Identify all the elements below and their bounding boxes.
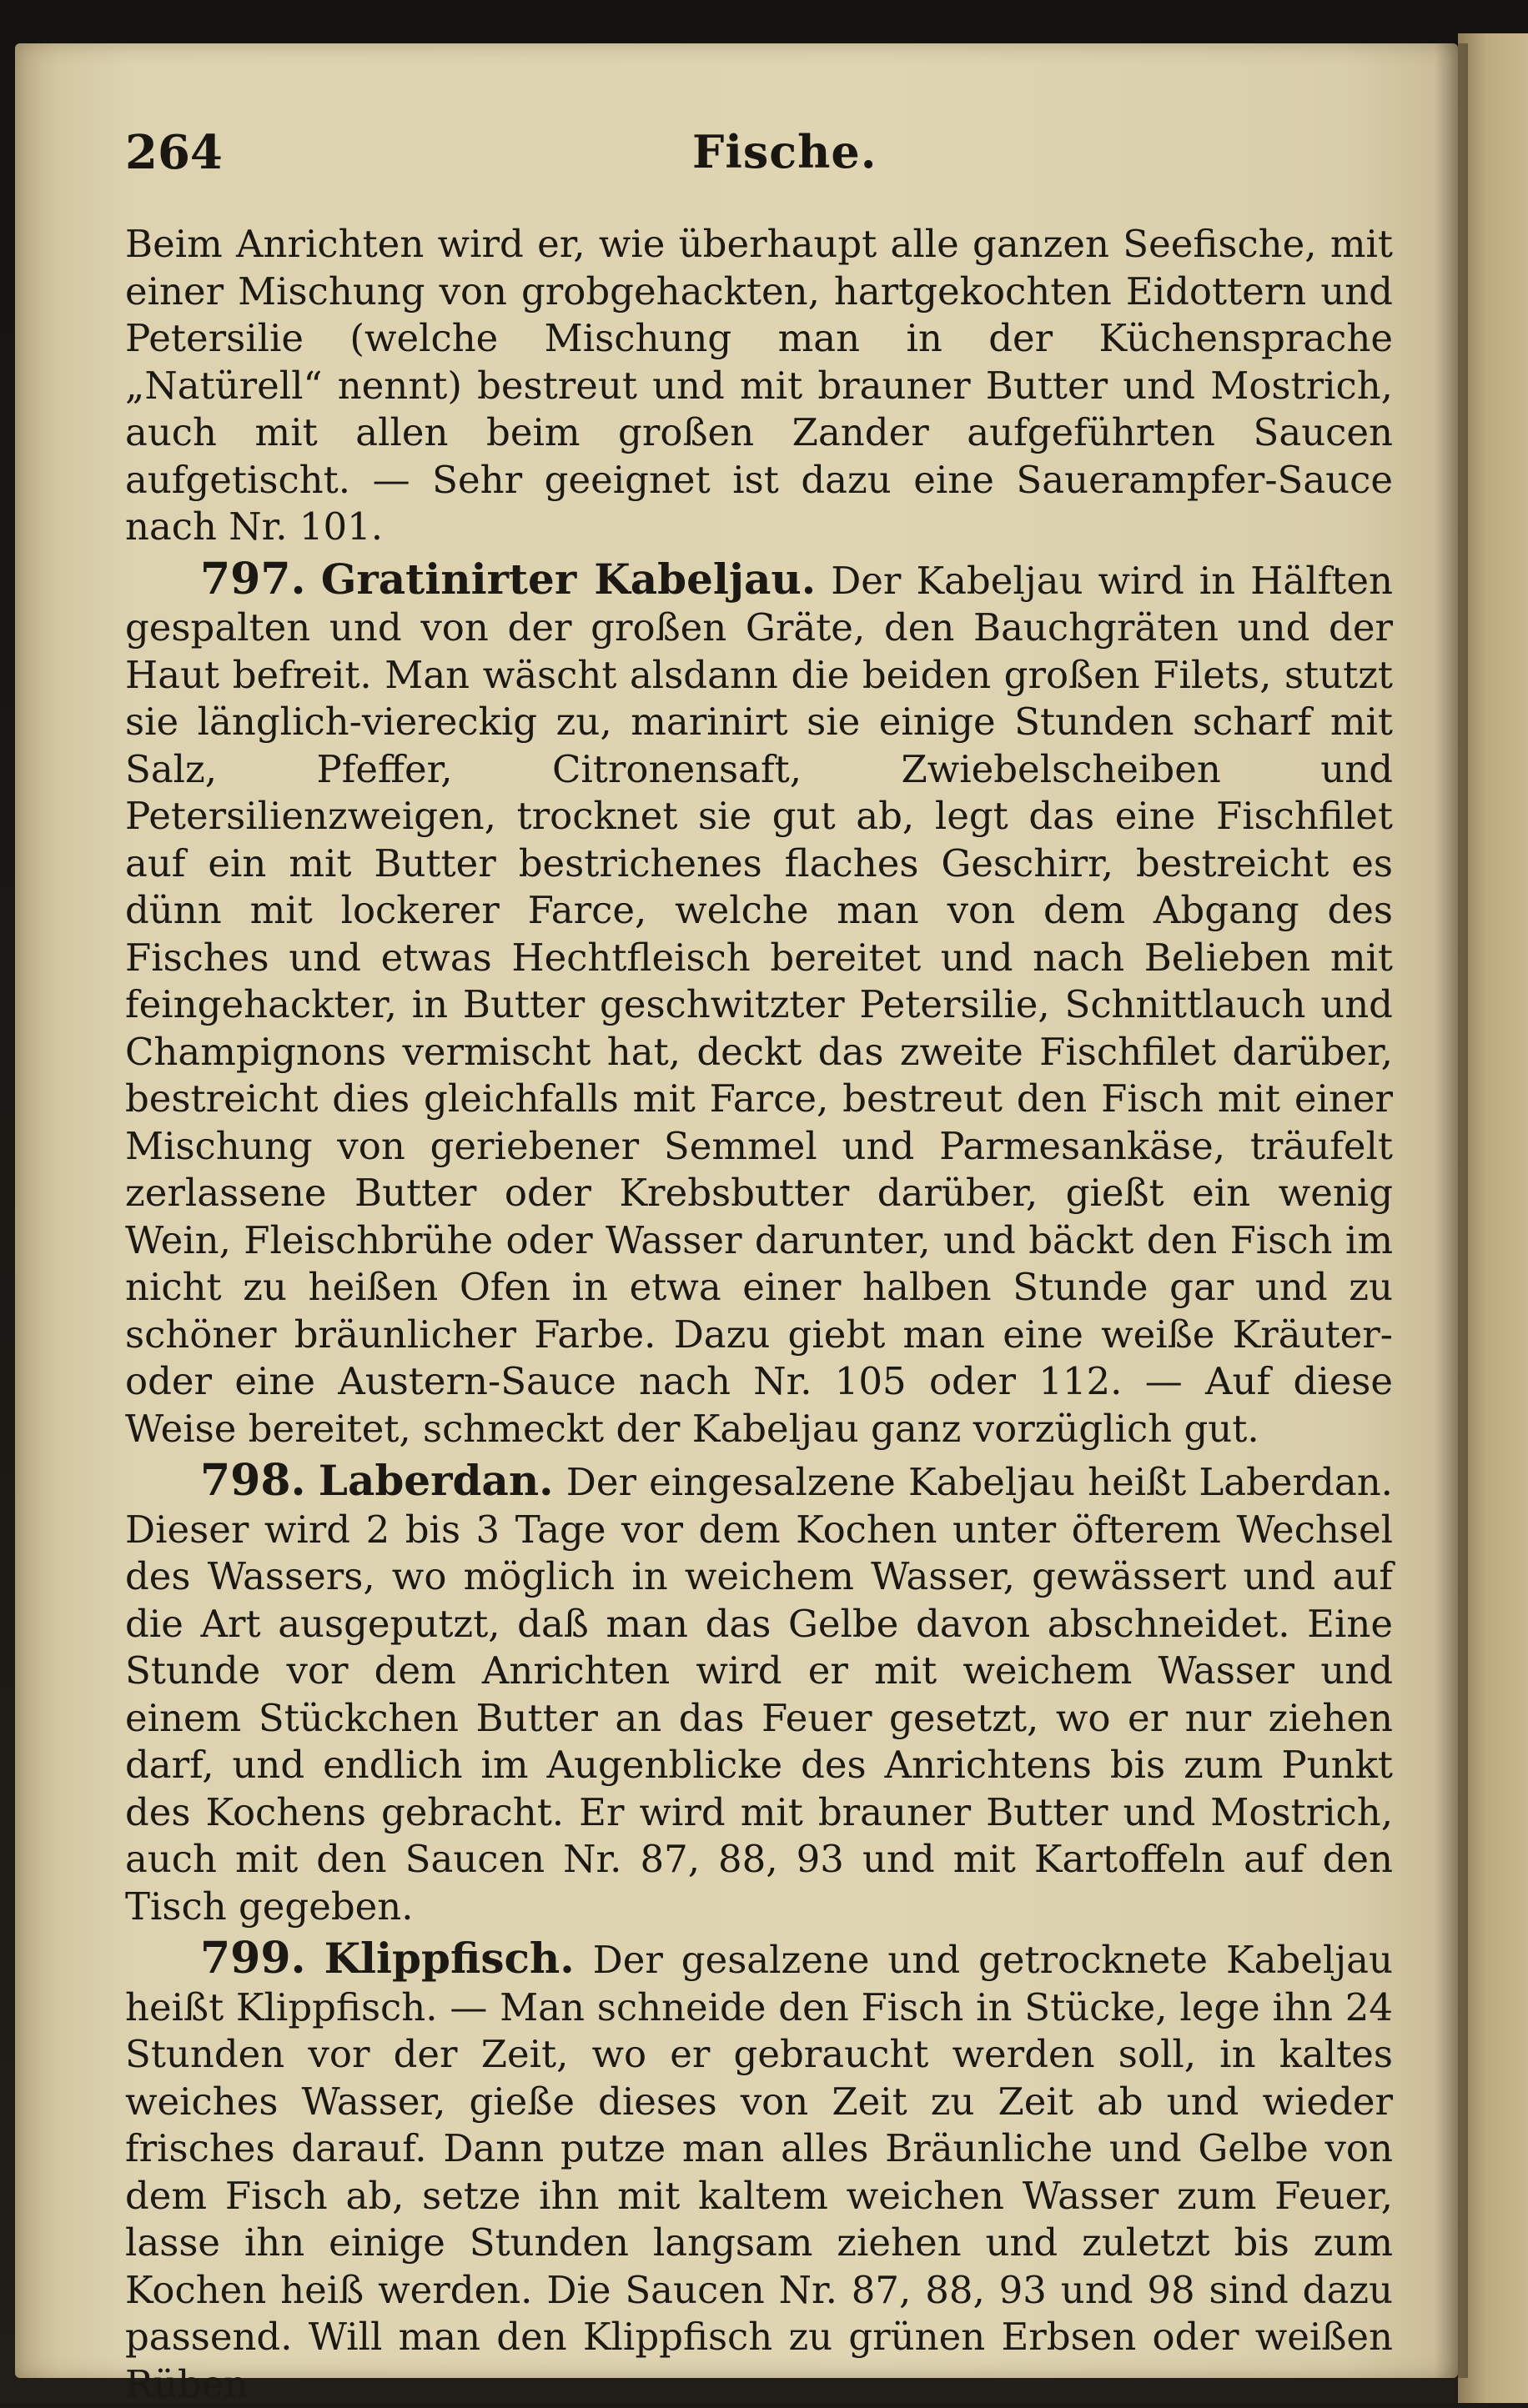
entry-799 bbox=[125, 1935, 1393, 2408]
entry-text: Der Kabeljau wird in Hälften gespalten und von der großen Gräte, den Bauchgräten und der Haut befreit. Man wäscht alsdann die beiden großen Filets, stutzt sie länglich-viereckig zu, marinirt sie einige Stunden scharf mit Salz, Pfeffer, Citronensaft, Zwiebelscheiben und Petersilienzweigen, trocknet sie gut ab, legt das eine Fischfilet auf ein mit Butter bestrichenes flaches Geschirr, bestreicht es dünn mit lockerer Farce, welche man von dem Abgang des Fisches und etwas Hechtfleisch bereitet und nach Belieben mit feingehackter, in Butter geschwitzter Petersilie, Schnittlauch und Champignons vermischt hat, deckt das zweite Fischfilet darüber, bestreicht dies gleichfalls mit Farce, bestreut den Fisch mit einer Mischung von geriebener Semmel und Parmesankäse, träufelt zerlassene Butter oder Krebsbutter darüber, gießt ein wenig Wein, Fleischbrühe oder Wasser darunter, und bäckt den Fisch im nicht zu heißen Ofen in etwa einer halben Stunde gar und zu schöner bräunlicher Farbe. Dazu giebt man eine weiße Kräuter- oder eine Austern-Sauce nach Nr. 105 oder 112. — Auf diese Weise bereitet, schmeckt der Kabeljau ganz vorzüglich gut. bbox=[125, 558, 1393, 1451]
entry-title: Klippfisch. bbox=[324, 1934, 575, 1983]
entry-text: Der eingesalzene Kabeljau heißt Laberdan. Dieser wird 2 bis 3 Tage vor dem Kochen unter öfterem Wechsel des Wassers, wo möglich in weichem Wasser, gewässert und auf die Art ausgeputzt, daß man das Gelbe davon abschneidet. Eine Stunde vor dem Anrichten wird er mit weichem Wasser und einem Stückchen Butter an das Feuer gesetzt, wo er nur ziehen darf, und endlich im Augenblicke des Anrichtens bis zum Punkt des Kochens gebracht. Er wird mit brauner Butter und Mostrich, auch mit den Saucen Nr. 87, 88, 93 und mit Kartoffeln auf den Tisch gegeben. bbox=[125, 1460, 1393, 1929]
page-edge-shadow bbox=[1435, 43, 1468, 2378]
facing-page-edge bbox=[1458, 33, 1528, 2403]
intro-paragraph: Beim Anrichten wird er, wie überhaupt alle ganzen Seefische, mit einer Mischung von grobgehackten, hartgekochten Eidottern und Petersilie (welche Mischung man in der Küchensprache „Natürell“ nennt) bestreut und mit brauner Butter und Mostrich, auch mit allen beim großen Zander aufgeführten Saucen aufgetischt. — Sehr geeignet ist dazu eine Sauerampfer-Sauce nach Nr. 101. bbox=[125, 222, 1393, 549]
entry-798 bbox=[125, 1457, 1393, 1930]
entry-number: 799. bbox=[200, 1933, 306, 1984]
page-body bbox=[125, 221, 1393, 2408]
entry-text: Der gesalzene und getrocknete Kabeljau heißt Klippfisch. — Man schneide den Fisch in Stücke, lege ihn 24 Stunden vor der Zeit, wo er gebraucht werden soll, in kaltes weiches Wasser, gieße dieses von Zeit zu Zeit ab und wieder frisches darauf. Dann putze man alles Bräunliche und Gelbe von dem Fisch ab, setze ihn mit kaltem weichen Wasser zum Feuer, lasse ihn einige Stunden langsam ziehen und zuletzt bis zum Kochen heiß werden. Die Saucen Nr. 87, 88, 93 und 98 sind dazu passend. Will man den Klippfisch zu grünen Erbsen oder weißen Rüben bbox=[125, 1938, 1393, 2406]
entry-title: Gratinirter Kabeljau. bbox=[320, 554, 817, 604]
page-header bbox=[125, 125, 1393, 192]
entry-title: Laberdan. bbox=[318, 1456, 554, 1505]
entry-797 bbox=[125, 553, 1393, 1453]
running-head: Fische. bbox=[692, 125, 877, 178]
page-number: 264 bbox=[125, 125, 223, 180]
entry-number: 798. bbox=[200, 1455, 306, 1506]
entry-number: 797. bbox=[200, 553, 306, 605]
